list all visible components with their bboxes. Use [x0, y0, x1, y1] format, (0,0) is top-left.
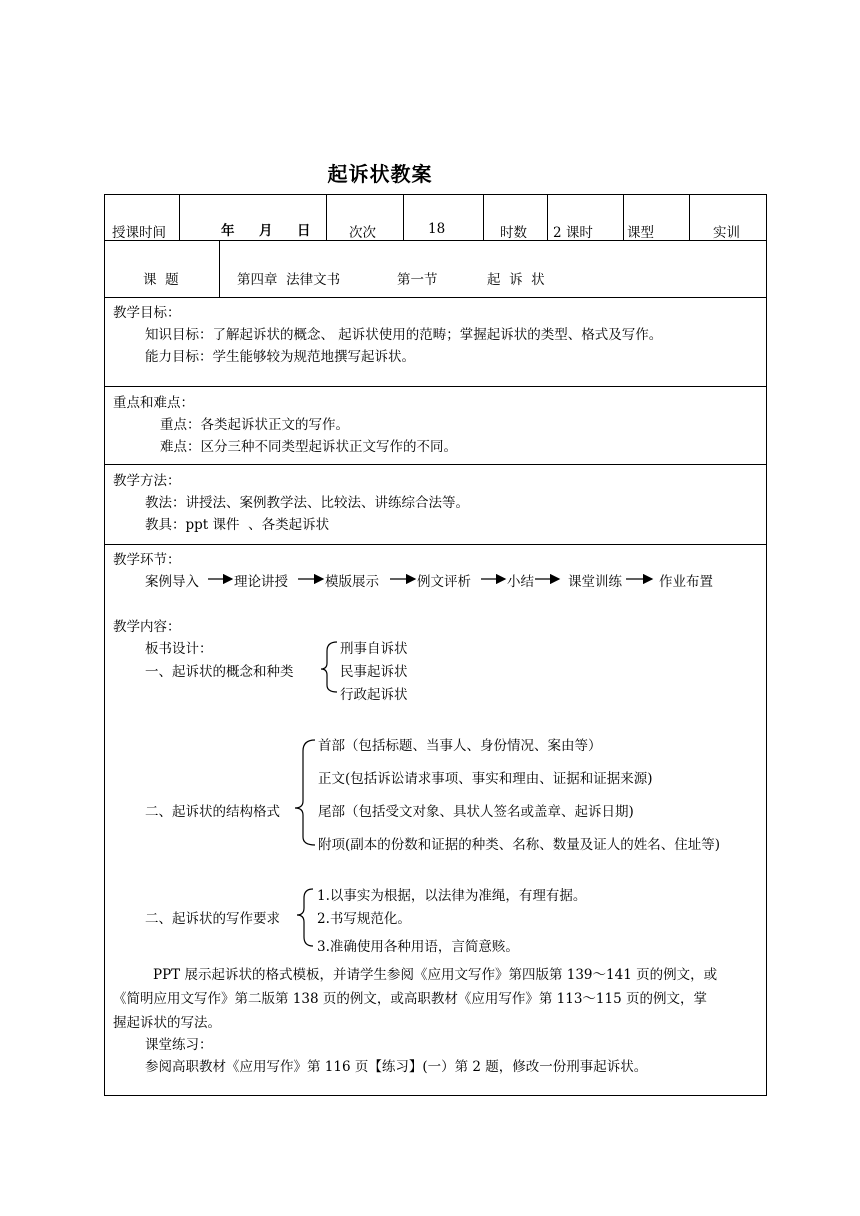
process-step: 理论讲授 [234, 574, 288, 590]
paragraph-line: 握起诉状的写法。 [113, 1015, 221, 1031]
process-step: 课堂训练 [568, 574, 622, 590]
month-label: 月 [259, 223, 273, 239]
objectives-knowledge: 知识目标：了解起诉状的概念、 起诉状使用的范畴；掌握起诉状的类型、格式及写作。 [145, 327, 663, 343]
topic-label: 课 题 [143, 272, 179, 288]
year-label: 年 [221, 223, 235, 239]
part1-label: 一、起诉状的概念和种类 [145, 664, 294, 680]
type-label: 课型 [627, 225, 654, 241]
paragraph-line: 《简明应用文写作》第二版第 138 页的例文，或高职教材《应用写作》第 113～115 页的例文，掌 [113, 991, 707, 1007]
keypoints-difficult: 难点：区分三种不同类型起诉状正文写作的不同。 [160, 439, 457, 455]
day-label: 日 [297, 223, 311, 239]
session-label: 次次 [349, 225, 376, 241]
brace-icons [105, 195, 768, 995]
process-step: 小结 [507, 574, 534, 590]
paragraph-line: PPT 展示起诉状的格式模板，并请学生参阅《应用文写作》第四版第 139～141 页的例文，或 [153, 967, 718, 983]
lesson-plan-table [104, 194, 767, 1096]
part2-item: 正文(包括诉讼请求事项、事实和理由、证据和证据来源) [318, 771, 653, 787]
methods-teaching: 教法：讲授法、案例教学法、比较法、讲练综合法等。 [145, 495, 469, 511]
methods-heading: 教学方法： [113, 473, 181, 489]
hours-value: 2 课时 [553, 225, 593, 241]
part1-item: 刑事自诉状 [340, 641, 408, 657]
topic-chapter: 第四章 法律文书 [237, 272, 341, 288]
part3-item: 2.书写规范化。 [317, 911, 411, 927]
exercise-text: 参阅高职教材《应用写作》第 116 页【练习】(一）第 2 题，修改一份刑事起诉状。 [145, 1059, 648, 1075]
part2-item: 首部（包括标题、当事人、身份情况、案由等） [318, 738, 602, 754]
part2-item: 尾部（包括受文对象、具状人签名或盖章、起诉日期) [318, 804, 634, 820]
brace-icon [321, 642, 337, 692]
board-heading: 板书设计： [145, 641, 213, 657]
brace-icon [295, 740, 315, 845]
session-value: 18 [428, 221, 446, 237]
process-heading: 教学环节： [113, 552, 181, 568]
objectives-ability: 能力目标：学生能够较为规范地撰写起诉状。 [145, 349, 415, 365]
part3-item: 1.以事实为根据，以法律为准绳，有理有据。 [317, 888, 587, 904]
part3-label: 二、起诉状的写作要求 [145, 911, 280, 927]
part1-item: 行政起诉状 [340, 687, 408, 703]
topic-name: 起 诉 状 [487, 272, 545, 288]
keypoints-key: 重点：各类起诉状正文的写作。 [160, 417, 349, 433]
process-step: 作业布置 [659, 574, 713, 590]
part2-label: 二、起诉状的结构格式 [145, 804, 280, 820]
keypoints-heading: 重点和难点： [113, 395, 194, 411]
hours-label: 时数 [500, 225, 527, 241]
process-step: 模版展示 [325, 574, 379, 590]
process-step: 例文评析 [417, 574, 471, 590]
topic-section: 第一节 [397, 272, 438, 288]
page-title: 起诉状教案 [327, 162, 433, 186]
type-value: 实训 [713, 225, 740, 241]
process-step: 案例导入 [145, 574, 199, 590]
time-label: 授课时间 [112, 225, 166, 241]
part3-item: 3.准确使用各种用语，言简意赅。 [317, 939, 519, 955]
objectives-heading: 教学目标： [113, 305, 181, 321]
exercise-heading: 课堂练习： [145, 1037, 213, 1053]
part1-item: 民事起诉状 [340, 664, 408, 680]
content-heading: 教学内容： [113, 619, 181, 635]
part2-item: 附项(副本的份数和证据的种类、名称、数量及证人的姓名、住址等) [318, 837, 721, 853]
brace-icon [297, 889, 313, 946]
methods-tools: 教具：ppt 课件 、各类起诉状 [145, 517, 330, 533]
